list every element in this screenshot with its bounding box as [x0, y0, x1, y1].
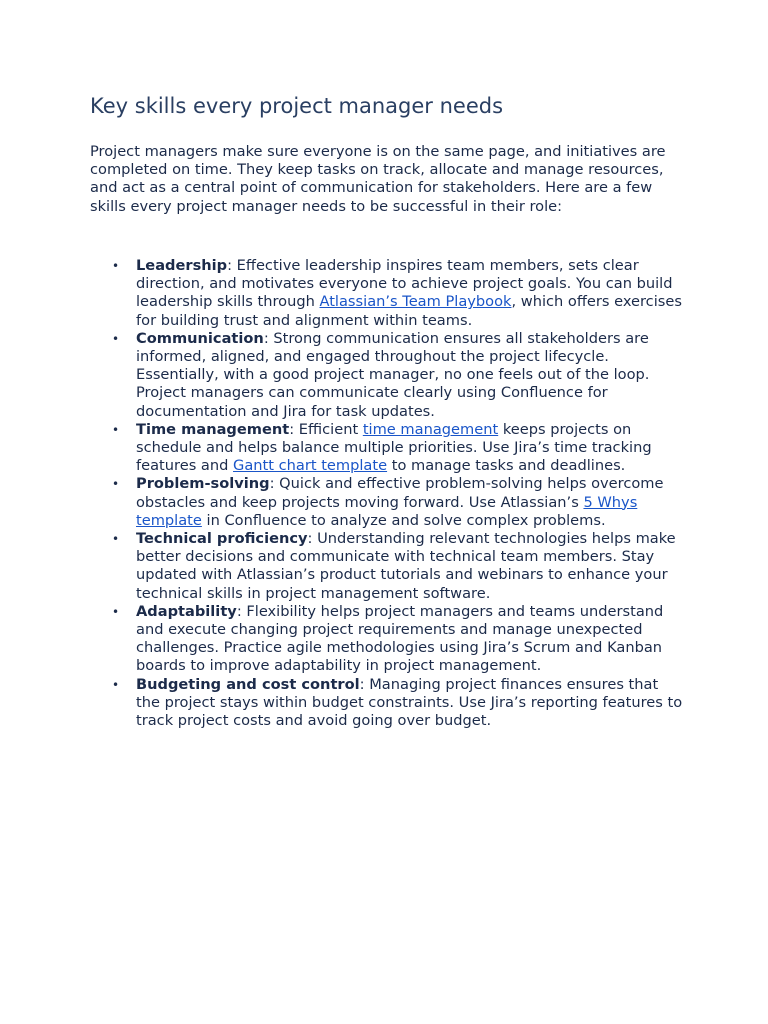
- skill-text: : Effective leadership inspires team members, sets clear direction, and motivates everyone to achieve project goals. You can build leadership skills through: [136, 257, 673, 311]
- skill-name: Adaptability: [136, 602, 237, 620]
- skill-name: Time management: [136, 420, 290, 438]
- skill-item-leadership: [112, 257, 684, 330]
- skill-text: : Understanding relevant technologies helps make better decisions and communicate with technical team members. Stay updated with Atlassian’s product tutorials and webinars to enhance your technical skills in project management software.: [136, 530, 676, 602]
- skill-name: Technical proficiency: [136, 530, 308, 548]
- bullet-icon: •: [112, 604, 120, 619]
- bullet-icon: •: [112, 532, 120, 547]
- skill-name: Leadership: [136, 257, 228, 274]
- skill-text: keeps projects on schedule and helps balance multiple priorities. Use Jira’s time tracking features and: [136, 420, 652, 475]
- gantt-chart-template-link[interactable]: Gantt chart template: [233, 457, 388, 475]
- skill-text: to manage tasks and deadlines.: [387, 457, 626, 475]
- skill-item-budgeting: [112, 675, 684, 731]
- bullet-icon: •: [112, 259, 120, 273]
- page-title: Key skills every project manager needs: [90, 94, 504, 118]
- skill-name: Budgeting and cost control: [136, 675, 360, 693]
- bullet-icon: •: [112, 422, 120, 437]
- skill-text: in Confluence to analyze and solve complex problems.: [201, 511, 606, 529]
- skill-name: Communication: [136, 329, 264, 347]
- five-whys-template-link[interactable]: 5 Whys template: [136, 493, 638, 529]
- skill-item-time-management: [112, 420, 684, 476]
- time-management-link[interactable]: time management: [362, 420, 499, 438]
- skill-name: Problem-solving: [136, 475, 270, 493]
- skill-text: : Efficient: [289, 420, 363, 438]
- skill-text: : Flexibility helps project managers and teams understand and execute changing project requirements and manage unexpected challenges. Practice agile methodologies using Jira’s Scrum and Kanban boards to improve adaptability in project management.: [136, 602, 664, 675]
- bullet-icon: •: [112, 677, 120, 692]
- skill-text: : Strong communication ensures all stakeholders are informed, aligned, and engaged throughout the project lifecycle. Essentially, with a good project manager, no one feels out of the loop. Project managers can communicate clearly using Confluence for documentation and Jira for task updates.: [136, 329, 650, 420]
- skill-text: : Managing project finances ensures that the project stays within budget constraints. Use Jira’s reporting features to track project costs and avoid going over budget.: [136, 675, 683, 730]
- intro-paragraph: Project managers make sure everyone is on the same page, and initiatives are completed on time. They keep tasks on track, allocate and manage resources, and act as a central point of communication for stakeholders. Here are a few skills every project manager needs to be successful in their role:: [90, 143, 666, 215]
- skill-item-technical-proficiency: [112, 530, 684, 603]
- bullet-icon: •: [112, 331, 120, 346]
- skills-list: [112, 257, 684, 730]
- skill-text: : Quick and effective problem-solving helps overcome obstacles and keep projects moving forward. Use Atlassian’s: [136, 475, 664, 511]
- bullet-icon: •: [112, 477, 120, 492]
- skill-item-adaptability: [112, 602, 684, 676]
- skill-item-communication: [112, 329, 684, 421]
- team-playbook-link[interactable]: Atlassian’s Team Playbook: [319, 293, 512, 311]
- skill-item-problem-solving: [112, 475, 684, 530]
- skill-text: , which offers exercises for building trust and alignment within teams.: [136, 293, 682, 329]
